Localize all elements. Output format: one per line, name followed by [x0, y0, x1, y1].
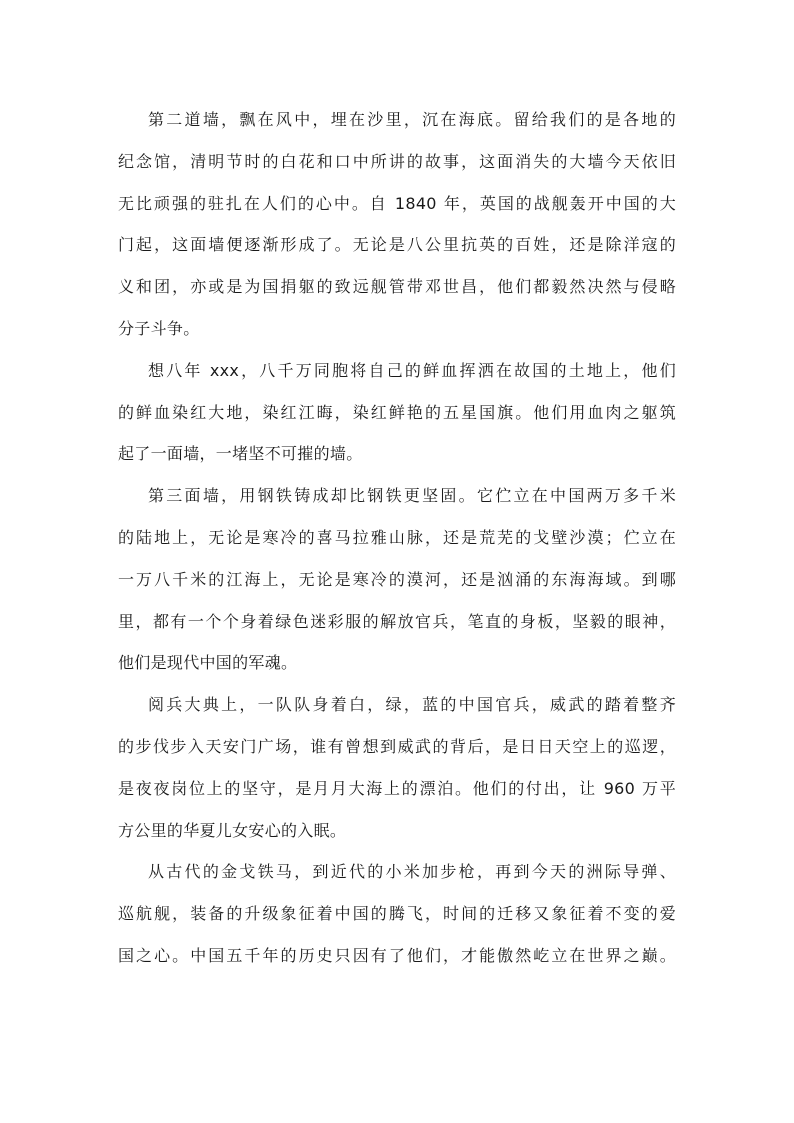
text-line: 从古代的金戈铁马，到近代的小米加步枪，再到今天的洲际导弹、	[148, 862, 676, 882]
text-line: 的步伐步入天安门广场，谁有曾想到威武的背后，是日日天空上的巡逻，	[118, 736, 676, 756]
text-line: 国之心。中国五千年的历史只因有了他们，才能傲然屹立在世界之巅。	[118, 945, 676, 965]
text-line: 的鲜血染红大地，染红江晦，染红鲜艳的五星国旗。他们用血肉之躯筑	[118, 402, 676, 422]
text-line: 第二道墙，飘在风中，埋在沙里，沉在海底。留给我们的是各地的	[148, 110, 676, 129]
text-line: 他们是现代中国的军魂。	[118, 653, 298, 673]
text-line: 分子斗争。	[118, 318, 200, 338]
text-line: 门起，这面墙便逐渐形成了。无论是八公里抗英的百姓，还是除洋寇的	[118, 235, 676, 255]
paragraph-third-wall	[118, 475, 676, 684]
text-line: 巡航舰，装备的升级象征着中国的腾飞，时间的迁移又象征着不变的爱	[118, 904, 676, 924]
text-line: 一万八千米的江海上，无论是寒冷的漠河，还是汹涌的东海海域。到哪	[118, 569, 676, 589]
paragraph-military-parade	[118, 684, 676, 851]
paragraph-eight-years	[118, 350, 676, 475]
document-body	[118, 99, 676, 977]
text-line: 起了一面墙，一堵坚不可摧的墙。	[118, 444, 363, 464]
text-line: 的陆地上，无论是寒冷的喜马拉雅山脉，还是荒芜的戈壁沙漠；伫立在	[118, 527, 676, 547]
text-line: 里，都有一个个身着绿色迷彩服的解放官兵，笔直的身板，坚毅的眼神，	[118, 611, 676, 631]
text-line: 阅兵大典上，一队队身着白，绿，蓝的中国官兵，威武的踏着整齐	[148, 695, 676, 715]
text-line: 无比顽强的驻扎在人们的心中。自 1840 年，英国的战舰轰开中国的大	[118, 193, 676, 213]
paragraph-second-wall	[118, 99, 676, 350]
text-line: 是夜夜岗位上的坚守，是月月大海上的漂泊。他们的付出，让 960 万平	[118, 778, 676, 798]
text-line: 义和团，亦或是为国捐躯的致远舰管带邓世昌，他们都毅然决然与侵略	[118, 277, 676, 297]
text-line: 纪念馆，清明节时的白花和口中所讲的故事，这面消失的大墙今天依旧	[118, 151, 676, 171]
text-line: 第三面墙，用钢铁铸成却比钢铁更坚固。它伫立在中国两万多千米	[148, 486, 676, 506]
text-line: 想八年 xxx，八千万同胞将自己的鲜血挥洒在故国的土地上，他们	[148, 360, 676, 380]
text-line: 方公里的华夏儿女安心的入眠。	[118, 820, 347, 840]
paragraph-from-ancient-times	[118, 851, 676, 976]
